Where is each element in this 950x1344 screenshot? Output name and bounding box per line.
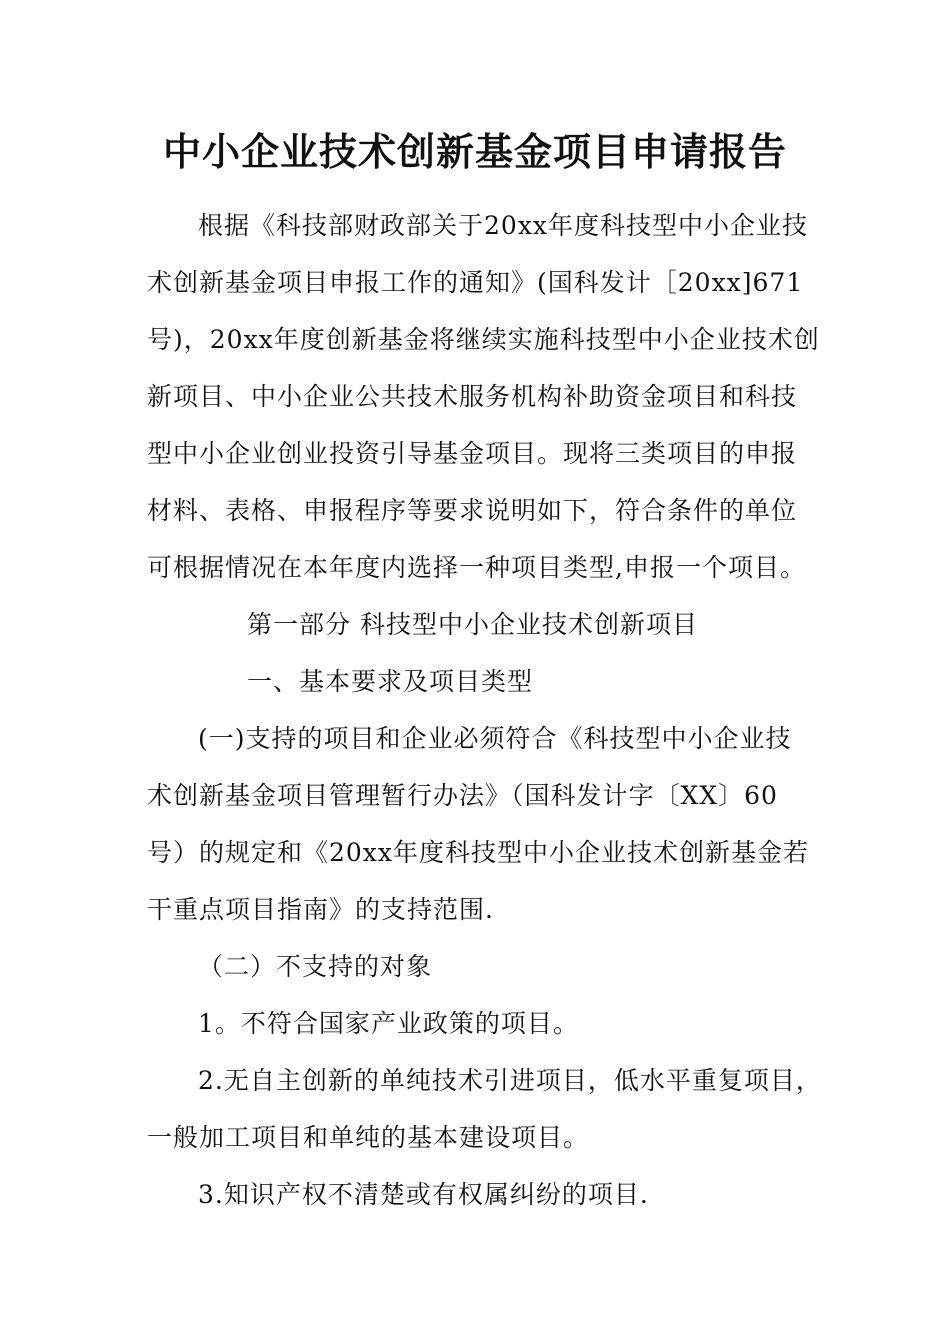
paragraph-line: 材料、表格、申报程序等要求说明如下，符合条件的单位 [147, 496, 798, 525]
paragraph-line: 根据《科技部财政部关于20xx年度科技型中小企业技 [198, 211, 809, 240]
list-item-continuation: 一般加工项目和单纯的基本建设项目。 [147, 1123, 590, 1152]
document-title: 中小企业技术创新基金项目申请报告 [162, 130, 787, 174]
paragraph-line: 干重点项目指南》的支持范围. [147, 895, 494, 924]
subsection-heading: 一、基本要求及项目类型 [247, 667, 534, 696]
paragraph-line: 术创新基金项目申报工作的通知》(国科发计［20xx]671 [147, 268, 804, 297]
paragraph-line: 型中小企业创业投资引导基金项目。现将三类项目的申报 [147, 439, 798, 468]
list-item: 1。不符合国家产业政策的项目。 [198, 1009, 579, 1038]
paragraph-line: 术创新基金项目管理暂行办法》（国科发计字〔XX〕60 [147, 781, 778, 810]
subsection-heading: （二）不支持的对象 [198, 952, 433, 981]
paragraph-line: 可根据情况在本年度内选择一种项目类型,申报一个项目。 [147, 553, 806, 582]
paragraph-line: (一)支持的项目和企业必须符合《科技型中小企业技 [198, 724, 792, 753]
paragraph-line: 新项目、中小企业公共技术服务机构补助资金项目和科技 [147, 382, 798, 411]
paragraph-line: 号)，20xx年度创新基金将继续实施科技型中小企业技术创 [147, 325, 820, 354]
section-heading: 第一部分 科技型中小企业技术创新项目 [247, 610, 698, 639]
list-item: 2.无自主创新的单纯技术引进项目，低水平重复项目， [198, 1066, 822, 1095]
paragraph-line: 号）的规定和《20xx年度科技型中小企业技术创新基金若 [147, 838, 810, 867]
list-item: 3.知识产权不清楚或有权属纠纷的项目. [198, 1180, 649, 1209]
